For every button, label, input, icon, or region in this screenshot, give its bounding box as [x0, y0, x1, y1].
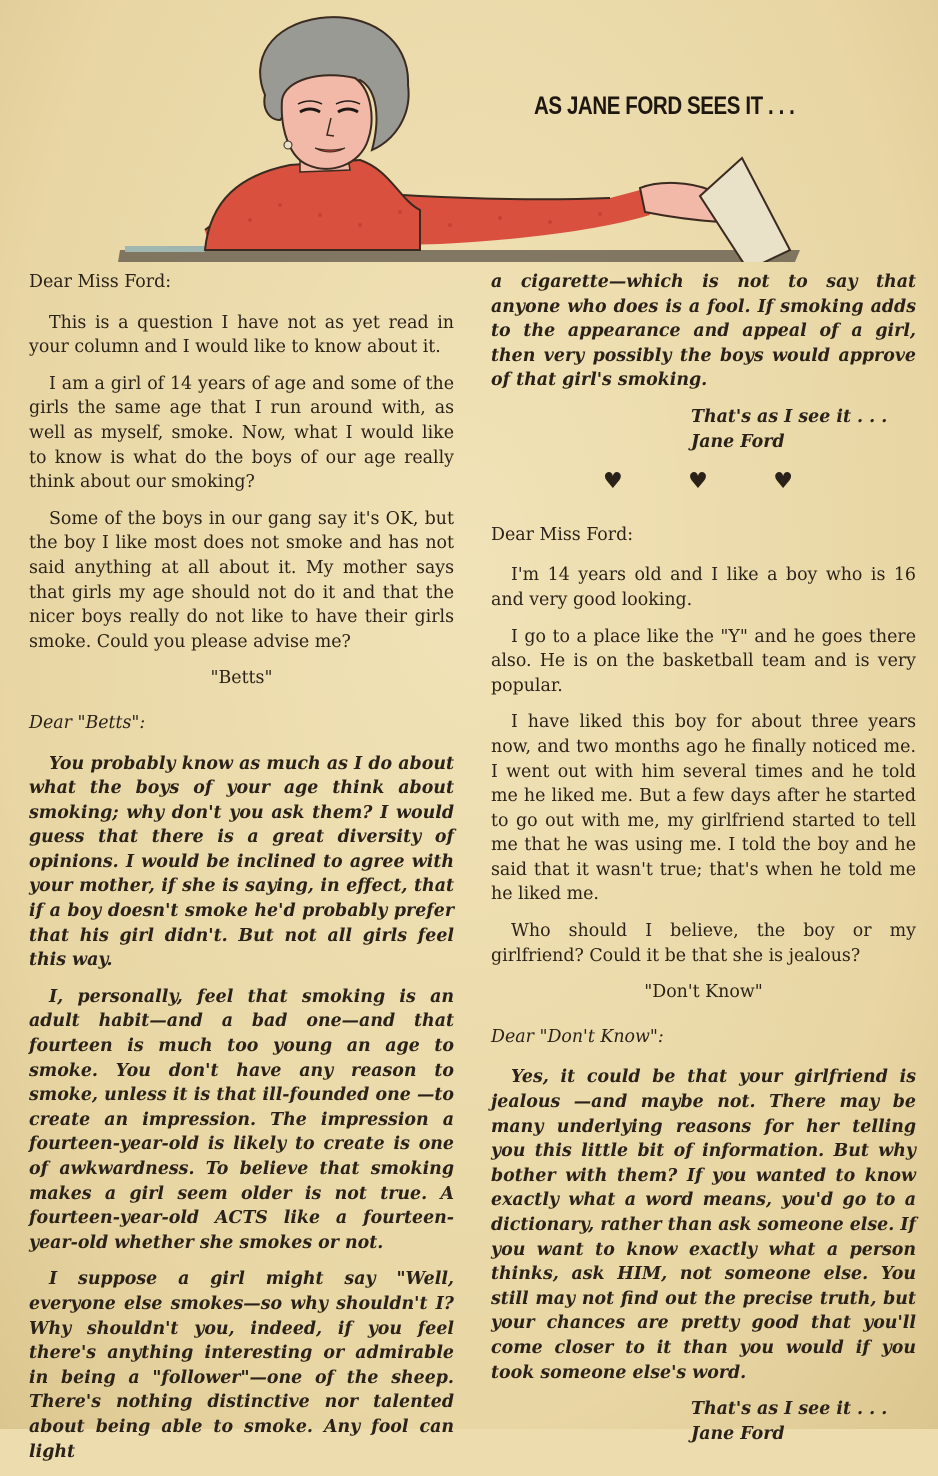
letter1-paragraph: Some of the boys in our gang say it's OK, but the boy I like most does not smoke and has not said anything at all about it. My mother says that girls my age should not do it and that the nicer boys really do not like to have their girls smoke. Could you please advise me? — [29, 508, 454, 652]
letter2-paragraph: I have liked this boy for about three years now, and two months ago he finally noticed me. I went out with him several times and he told me he liked me. But a few days after he started to go out with me, my girlfriend started to tell me that he was using me. I told the boy and he said that it wasn't true; that's when he told me he liked me. — [491, 712, 916, 905]
answer1-salutation: Dear "Betts": — [29, 712, 146, 733]
answer1-paragraph: I, personally, feel that smoking is an adult habit—and a bad one—and that fourteen is much too young an age to smoke. You don't have any reason to smoke, unless it is that ill-founded one —to create an impression. The impression a fourteen-year-old is likely to create is one of awkwardness. To believe that smoking makes a girl seem older is not true. A fourteen-year-old ACTS like a fourteen-year-old whether she smokes or not. — [29, 986, 454, 1253]
answer1-closing: That's as I see it . . . — [691, 406, 888, 427]
heart-icon: ♥ — [603, 469, 623, 495]
letter1-paragraph: I am a girl of 14 years of age and some of the girls the same age that I run around with, as well as myself, smoke. Now, what I would like to know is what do the boys of our age really think about our smoking? — [29, 373, 454, 493]
answer2-paragraph: Yes, it could be that your girlfriend is jealous —and maybe not. There may be many underlying reasons for her telling you this little bit of information. But why bother with them? If you wanted to know exactly what a word means, you'd go to a dictionary, rather than ask someone else. If you want to know exactly what a person thinks, ask HIM, not someone else. You still may not find out the precise truth, but your chances are pretty good that you'll come closer to it than you would if you took someone else's word. — [491, 1067, 916, 1383]
letter1-salutation: Dear Miss Ford: — [29, 272, 172, 292]
answer1-paragraph: I suppose a girl might say "Well, everyone else smokes—so why shouldn't I? Why shouldn't you, indeed, if you feel there's anything interesting or admirable in being a "follower"—one of the sheep. There's nothing distinctive nor talented about being able to smoke. Any fool can light — [29, 1269, 454, 1462]
answer1-paragraph: You probably know as much as I do about what the boys of your age think about smoking; why don't you ask them? I would guess that there is a great diversity of opinions. I would be inclined to agree with your mother, if she is saying, in effect, that if a boy doesn't smoke he'd probably prefer that his girl didn't. But not all girls feel this way. — [29, 753, 454, 971]
letter1-paragraph: This is a question I have not as yet read in your column and I would like to know about it. — [29, 312, 454, 358]
letter2-paragraph: I'm 14 years old and I like a boy who is 16 and very good looking. — [491, 565, 916, 610]
letter2-paragraph: I go to a place like the "Y" and he goes there also. He is on the basketball team and is very popular. — [491, 626, 916, 696]
letter2-paragraph: Who should I believe, the boy or my girlfriend? Could it be that she is jealous? — [491, 921, 916, 966]
letter2-signature: "Don't Know" — [644, 982, 763, 1003]
answer2-signature: Jane Ford — [691, 1423, 785, 1444]
jane-ford-illustration — [0, 0, 938, 262]
heart-icon: ♥ — [773, 469, 793, 495]
answer1-signature: Jane Ford — [691, 431, 785, 452]
heart-icon: ♥ — [688, 469, 708, 495]
heart-divider — [603, 470, 793, 495]
letter1-signature: "Betts" — [210, 668, 273, 689]
answer2-closing: That's as I see it . . . — [691, 1399, 888, 1420]
letter2-salutation: Dear Miss Ford: — [491, 524, 634, 545]
column-title: AS JANE FORD SEES IT . . . — [534, 92, 795, 120]
column-header — [0, 0, 938, 262]
answer1-paragraph-continued: a cigarette—which is not to say that anyone who does is a fool. If smoking adds to the appearance and appeal of a girl, then very possibly the boys would approve of that girl's smoking. — [491, 272, 916, 391]
answer2-salutation: Dear "Don't Know": — [491, 1026, 664, 1047]
right-column — [491, 270, 916, 1446]
left-column — [29, 270, 454, 1476]
